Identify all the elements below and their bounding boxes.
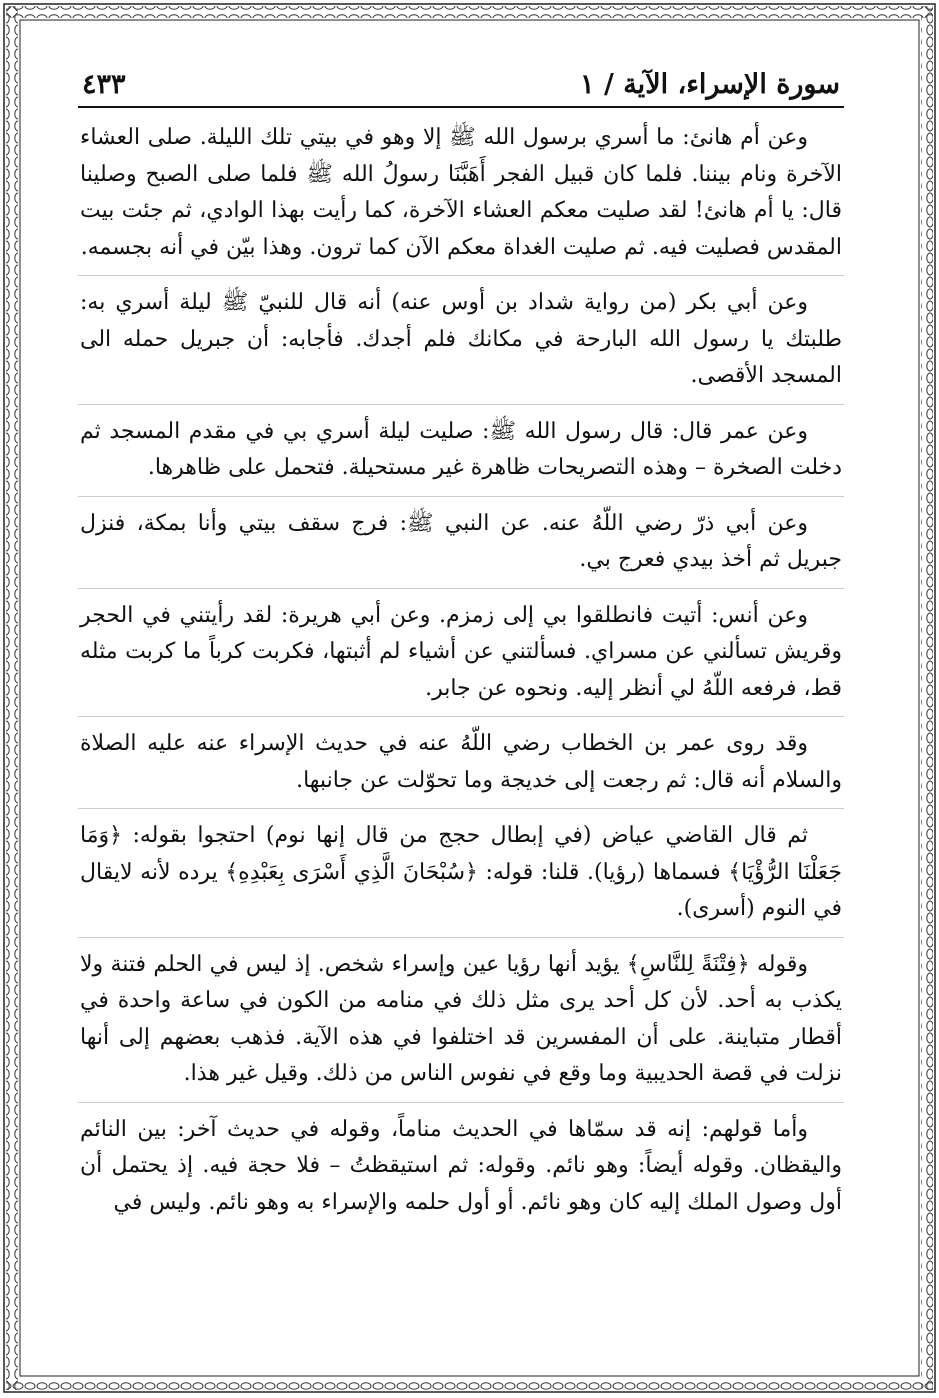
paragraph: وعن أبي ذرّ رضي اللّهُ عنه. عن النبي ﷺ: فرج سقف بيتي وأنا بمكة، فنزل جبريل ثم أخذ بيدي فعرج بي. [80,510,842,572]
surah-title: سورة الإسراء، الآية / ١ [580,69,840,100]
paragraph: وعن أم هانئ: ما أسري برسول الله ﷺ إلا وهو في بيتي تلك الليلة. صلى العشاء الآخرة ونام بيننا. فلما كان قبيل الفجر أَهَبَّنَا رسولُ الله ﷺ فلما صلى الصبح وصلينا قال: يا أم هانئ! لقد صليت معكم العشاء الآخرة، كما رأيت بهذا الوادي، ثم جئت بيت المقدس فصليت فيه. ثم صليت الغداة معكم الآن كما ترون. وهذا بيّن في أنه بجسمه. [80,125,842,260]
book-page [78,64,844,1314]
paragraph-divider [78,275,844,276]
paragraph: وعن أبي بكر (من رواية شداد بن أوس عنه) أنه قال للنبيّ ﷺ ليلة أسري به: طلبتك يا رسول الله البارحة في مكانك فلم أجدك. فأجابه: أن جبريل حمله الى المسجد الأقصى. [80,290,842,388]
paragraph-divider [78,937,844,938]
paragraph-divider [78,404,844,405]
paragraph: وعن عمر قال: قال رسول الله ﷺ: صليت ليلة أسري بي في مقدم المسجد ثم دخلت الصخرة – وهذه التصريحات ظاهرة غير مستحيلة. فتحمل على ظاهرها. [80,418,842,480]
paragraph-divider [78,1102,844,1103]
paragraph-divider [78,716,844,717]
paragraph-divider [78,496,844,497]
paragraph-divider [78,588,844,589]
running-header [78,64,844,108]
paragraph: وأما قولهم: إنه قد سمّاها في الحديث مناماً، وقوله في حديث آخر: بين النائم واليقظان. وقوله أيضاً: وهو نائم. وقوله: ثم استيقظتُ – فلا حجة فيه. إذ يحتمل أن أول وصول الملك إليه كان وهو نائم. أو أول حلمه والإسراء به وهو نائم. وليس في [80,1116,842,1215]
paragraph: وقد روى عمر بن الخطاب رضي اللّهُ عنه في حديث الإسراء عنه عليه الصلاة والسلام أنه قال: ثم رجعت إلى خديجة وما تحوّلت عن جانبها. [80,731,842,793]
paragraph: وعن أنس: أتيت فانطلقوا بي إلى زمزم. وعن أبي هريرة: لقد رأيتني في الحجر وقريش تسألني عن مسراي. فسألتني عن أشياء لم أثبتها، فكربت كرباً ما كربت مثله قط، فرفعه اللّهُ لي أنظر إليه. ونحوه عن جابر. [80,602,842,701]
page-number: ٤٣٣ [82,69,126,100]
page-body [78,120,844,1221]
paragraph: وقوله ﴿فِتْنَةً لِلنَّاسِ﴾ يؤيد أنها رؤيا عين وإسراء شخص. إذ ليس في الحلم فتنة ولا يكذب به أحد. لأن كل أحد يرى مثل ذلك في منامه من الكون في ساعة واحدة في أقطار متباينة. على أن المفسرين قد اختلفوا في هذه الآية. فذهب بعضهم إلى أنها نزلت في قصة الحديبية وما وقع في نفوس الناس من ذلك. وقيل غير هذا. [80,951,842,1086]
paragraph: ثم قال القاضي عياض (في إبطال حجج من قال إنها نوم) احتجوا بقوله: ﴿وَمَا جَعَلْنَا الرُّؤْيَا﴾ فسماها (رؤيا). قلنا: قوله: ﴿سُبْحَانَ الَّذِي أَسْرَى بِعَبْدِهِ﴾ يرده لأنه لايقال في النوم (أسرى). [80,823,842,921]
paragraph-divider [78,808,844,809]
